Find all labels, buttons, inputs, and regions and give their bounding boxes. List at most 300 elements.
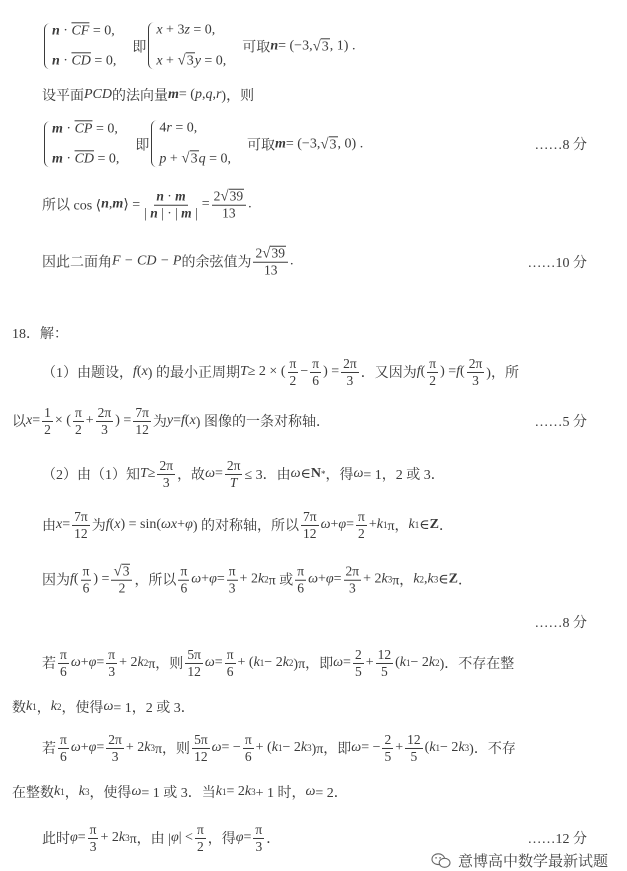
text-run: = 2 (226, 784, 245, 799)
denominator (345, 373, 356, 389)
math-variable: k (413, 571, 420, 587)
text-run: 数 (12, 701, 26, 716)
equation-rows (159, 120, 231, 167)
text-run: , 0) . (337, 135, 364, 151)
vector-overline: $\overline{CF}$ (71, 22, 90, 38)
text-run: )，所 (486, 366, 519, 381)
denominator (178, 580, 189, 596)
vector-overline: $\overline{CP}$ (74, 120, 93, 136)
text-run: + (201, 571, 210, 587)
math-variable: f (70, 571, 74, 587)
math-variable: k (381, 571, 388, 587)
denominator (195, 839, 206, 855)
solution-line-p2c (42, 564, 472, 597)
denominator (382, 749, 393, 765)
text-run: = 0, (200, 53, 227, 69)
math-variable: ω (320, 517, 331, 532)
number-set-symbol: Z (448, 571, 458, 587)
math-variable: f (105, 517, 110, 532)
vector-symbol: n (101, 196, 109, 212)
numerator (376, 647, 394, 664)
text-run: + 2 (119, 655, 138, 670)
text-run: )．不存 (469, 742, 516, 757)
subscript: 1 (221, 787, 227, 797)
text-run: π (312, 355, 320, 371)
numerator (467, 356, 485, 373)
score-marker: ……12 分 (527, 832, 587, 847)
score-marker: ……8 分 (534, 616, 587, 631)
text-run: + (80, 740, 89, 755)
numerator (96, 405, 114, 422)
text-run: ( (109, 517, 115, 532)
text-run: , (108, 196, 113, 212)
fraction (111, 564, 132, 597)
math-variable: x (26, 413, 33, 428)
denominator (58, 664, 69, 680)
text-run: ，得 (207, 832, 236, 847)
numerator (195, 822, 206, 839)
text-run: 3 (346, 372, 354, 388)
denominator (262, 263, 280, 279)
text-run: 12 (135, 421, 149, 437)
text-run: · (59, 52, 72, 68)
text-run: = (96, 740, 105, 755)
text-run: 6 (244, 748, 252, 764)
math-variable: p (159, 151, 167, 167)
text-run: · (163, 188, 176, 204)
text-run: 3 (122, 563, 130, 579)
math-variable: k (244, 784, 252, 799)
equation-row (52, 53, 116, 69)
radical-sign: √ (181, 150, 190, 167)
math-variable: φ (88, 655, 97, 670)
text-run: ) = (440, 364, 457, 379)
text-run: + (317, 571, 326, 587)
fraction (295, 564, 306, 596)
text-run: π (289, 355, 297, 371)
text-run: ) = (115, 413, 132, 428)
math-variable: x (141, 364, 148, 379)
fraction (157, 458, 175, 490)
subscript: 3 (433, 574, 439, 585)
denominator (73, 422, 84, 438)
text-run: + (166, 151, 182, 167)
numerator (353, 647, 364, 664)
numerator (178, 564, 189, 581)
text-run: 6 (60, 663, 67, 679)
fraction (192, 732, 210, 764)
text-run: π (60, 731, 67, 747)
equation-rows (52, 23, 116, 69)
radicand (329, 136, 338, 152)
left-brace (148, 22, 154, 69)
text-run: 12 (303, 525, 317, 541)
text-run: π (297, 563, 305, 579)
score-marker: ……10 分 (527, 256, 587, 271)
solution-line-normal-m (42, 85, 254, 105)
subscript: 2 (419, 574, 425, 585)
denominator (243, 749, 254, 765)
text-run: ) 的最小正周期 (147, 366, 240, 381)
text-run: + 1 时， (255, 786, 306, 801)
text-run: = (96, 655, 105, 670)
text-run: ≥ 2 × ( (247, 364, 286, 379)
math-variable: F − CD − P (112, 253, 182, 269)
vector-symbol: m (175, 188, 186, 204)
equation-rows (52, 121, 119, 167)
math-variable: ωx (161, 517, 178, 532)
numerator (225, 647, 236, 664)
numerator (344, 564, 362, 581)
text-run: = 2． (315, 786, 348, 801)
solution-line-p1b (12, 405, 330, 437)
text-run: 以 (12, 415, 26, 430)
numerator (243, 732, 254, 749)
text-run: + (365, 655, 374, 670)
math-variable: φ (185, 517, 193, 532)
text-run: 可取 (228, 39, 271, 55)
math-variable: k (137, 655, 144, 670)
numerator (88, 822, 99, 839)
denominator (117, 581, 128, 597)
text-run: ) = (323, 364, 340, 379)
text-run: 3 (329, 136, 337, 152)
math-variable: f (456, 364, 461, 379)
subscript: 2 (435, 658, 440, 668)
watermark-text: 意博高中数学最新试题 (458, 852, 609, 870)
text-run: ≤ 3．由 (244, 468, 291, 483)
equation-row (159, 150, 231, 167)
denominator (379, 664, 390, 680)
fraction (142, 189, 200, 221)
text-run: − 2 (410, 655, 429, 670)
denominator (161, 475, 172, 491)
equation-row (52, 121, 119, 137)
text-run: 由 (42, 519, 56, 534)
text-run: + 3 (162, 22, 185, 38)
fraction (88, 822, 99, 854)
fraction (341, 356, 359, 388)
text-run: 2π (468, 355, 483, 371)
text-run: 6 (312, 372, 320, 388)
text-run: 3 (228, 580, 236, 596)
text-run: 39 (271, 245, 285, 261)
denominator (310, 373, 321, 389)
math-variable: ω (103, 699, 114, 714)
numerator (111, 564, 132, 581)
text-run: + (177, 517, 186, 532)
text-run: ) = (93, 571, 110, 587)
fraction (344, 564, 362, 596)
text-run: 2 (384, 731, 392, 747)
text-run: 12 (74, 525, 88, 541)
text-run: ，故 (177, 468, 206, 483)
fraction (427, 356, 438, 388)
solution-line-case1a (42, 647, 514, 679)
numerator (133, 405, 151, 422)
radical-sign: √ (113, 563, 122, 580)
subscript: 2 (56, 702, 62, 712)
math-variable: f (133, 364, 137, 379)
numerator (73, 405, 84, 422)
fraction (73, 405, 84, 437)
text-run: ( (420, 364, 426, 379)
math-variable: ω (211, 740, 222, 755)
numerator (341, 356, 359, 373)
text-run: | (144, 205, 151, 221)
fraction (106, 732, 124, 764)
text-run: π (429, 355, 437, 371)
subscript: 2 (288, 658, 294, 668)
math-variable: ω (191, 571, 202, 587)
text-run: ) 的对称轴，所以 (192, 519, 299, 534)
math-variable: T (229, 474, 238, 490)
denominator (192, 749, 210, 765)
square-root (177, 52, 194, 68)
text-run: π， (387, 519, 409, 534)
equation-row (156, 22, 226, 38)
fraction (72, 509, 90, 541)
math-variable: x (156, 53, 163, 69)
text-run: 2 (255, 245, 263, 261)
text-run: , (212, 87, 216, 102)
text-run: · (62, 120, 75, 136)
text-run: = 0, (189, 22, 216, 38)
fraction (376, 647, 394, 679)
numerator (58, 732, 69, 749)
text-run: + (85, 413, 94, 428)
text-run: 1 (44, 404, 51, 420)
text-run: π (196, 821, 204, 837)
radical-sign: √ (177, 52, 186, 69)
square-root (181, 150, 198, 166)
fraction (225, 458, 243, 490)
text-run: π (89, 821, 97, 837)
text-run: 2π (108, 731, 122, 747)
denominator (81, 580, 92, 596)
numerator (212, 189, 246, 206)
subscript: 3 (125, 833, 130, 843)
math-variable: x (156, 22, 163, 38)
denominator (353, 664, 364, 680)
denominator (106, 664, 117, 680)
text-run: 即 (118, 39, 147, 55)
numerator (382, 732, 393, 749)
numerator (81, 564, 92, 581)
text-run: 13 (222, 205, 236, 221)
numerator (227, 564, 238, 581)
numerator (185, 647, 203, 664)
text-run: 2 (289, 372, 297, 388)
subscript: 3 (307, 743, 312, 753)
text-run: = (333, 571, 342, 587)
text-run: ( (136, 364, 142, 379)
numerator (192, 732, 210, 749)
text-run: 为 (91, 519, 106, 534)
text-run: 2π (226, 457, 241, 473)
subscript: 3 (150, 743, 155, 753)
vector-symbol: n (270, 37, 279, 53)
numerator (301, 509, 319, 526)
fraction (225, 647, 236, 679)
math-variable: r (166, 120, 172, 136)
text-run: = 0, (171, 120, 198, 136)
text-run: 2 (196, 838, 204, 854)
text-run: + 2 (125, 740, 145, 755)
text-run: ，得 (325, 468, 354, 483)
fraction (288, 356, 299, 388)
denominator (185, 664, 203, 680)
text-run: 因此二面角 (42, 255, 112, 271)
fraction (243, 732, 254, 764)
text-run: 2 (429, 372, 437, 388)
text-run: + (162, 53, 178, 69)
math-variable: k (144, 740, 151, 755)
text-run: π，则 (148, 657, 184, 672)
math-variable: k (408, 517, 415, 532)
numerator (288, 356, 299, 373)
text-run: = (173, 413, 182, 428)
fraction (106, 647, 117, 679)
square-root (113, 564, 130, 580)
vector-symbol: n (150, 205, 158, 221)
text-run: 3 (101, 421, 108, 437)
text-run: 39 (229, 188, 244, 204)
radicand (190, 150, 199, 166)
text-run: . (289, 253, 294, 269)
text-run: − 2 (440, 740, 459, 755)
text-run: 设平面 (42, 89, 84, 104)
math-variable: x (114, 517, 121, 532)
math-variable: z (184, 22, 190, 38)
text-run: 12 (407, 731, 421, 747)
subscript: 1 (435, 743, 441, 753)
equation-row (52, 23, 116, 39)
left-brace (151, 120, 157, 167)
math-variable: k (300, 740, 308, 755)
text-run: 7π (74, 508, 88, 524)
math-variable: k (50, 699, 57, 714)
text-run: = 0, (94, 150, 120, 166)
text-run: ( (460, 364, 465, 379)
text-run: 5 (410, 748, 418, 764)
text-run: 3 (348, 580, 356, 596)
text-run: （1）由题设， (42, 366, 133, 381)
math-variable: k (427, 571, 434, 587)
subscript: 3 (387, 574, 393, 585)
fraction (178, 564, 189, 596)
math-variable: φ (209, 571, 217, 587)
text-run: × ( (54, 413, 71, 428)
solution-line-q18 (12, 323, 68, 343)
subscript: 1 (259, 658, 265, 668)
math-variable: k (78, 784, 85, 799)
equation-system (151, 120, 231, 167)
text-run: ，使得 (89, 786, 132, 801)
text-run: π (358, 508, 365, 524)
math-variable: k (257, 571, 265, 587)
text-run: )π，即 (311, 742, 352, 757)
math-variable: ω (290, 466, 301, 481)
subscript: 3 (464, 743, 470, 753)
vector-symbol: n (52, 52, 60, 68)
solution-line-p1a (42, 356, 519, 388)
numerator (310, 356, 321, 373)
math-variable: ω (70, 740, 81, 755)
math-variable: T (239, 364, 248, 379)
radical-sign: √ (220, 188, 229, 205)
text-run: 2π (345, 563, 360, 579)
fraction (405, 732, 423, 764)
fraction (227, 564, 238, 596)
radical-sign: √ (320, 136, 329, 153)
denominator (58, 749, 69, 765)
text-run: = 0, (205, 151, 231, 167)
text-run: 3 (108, 663, 116, 679)
solution-line-case2a (42, 732, 516, 764)
text-run: ≥ (147, 466, 156, 481)
wechat-icon (430, 852, 452, 870)
numerator (405, 732, 423, 749)
solution-line-p2a (42, 458, 445, 490)
text-run: = (201, 196, 210, 212)
text-run: = (214, 655, 223, 670)
text-run: ∈ (438, 572, 449, 588)
vector-overline: $\overline{CD}$ (71, 52, 91, 68)
text-run: 3 (190, 151, 198, 167)
text-run: 7π (302, 508, 317, 524)
solution-line-case1b (12, 697, 195, 717)
denominator (301, 526, 319, 542)
text-run: 6 (297, 580, 305, 596)
numerator (72, 509, 90, 526)
subscript: 3 (251, 787, 256, 797)
vector-symbol: m (52, 150, 63, 166)
math-variable: φ (325, 571, 334, 587)
math-variable: PCD (84, 87, 112, 102)
math-variable: k (54, 784, 61, 799)
math-variable: k (253, 655, 260, 670)
text-run: 3 (321, 38, 329, 54)
text-run: （2）由（1）知 (42, 468, 140, 483)
text-run: )π，即 (293, 657, 334, 672)
fraction (58, 647, 69, 679)
text-run: 2 (358, 525, 365, 541)
radicand (229, 189, 245, 205)
square-root (220, 189, 244, 205)
text-run: ) 图像的一条对称轴． (195, 415, 330, 430)
text-run: = (32, 413, 41, 428)
radicand (186, 52, 195, 68)
vector-symbol: n (156, 188, 164, 204)
vector-symbol: m (274, 135, 286, 151)
math-variable: k (26, 699, 33, 714)
fraction (467, 356, 485, 388)
subscript: 1 (382, 520, 388, 530)
math-variable: k (376, 517, 383, 532)
text-run: = (346, 517, 355, 532)
vector-symbol: m (112, 196, 124, 212)
text-run: − 2 (282, 740, 301, 755)
text-run: π (226, 646, 234, 662)
math-variable: k (458, 740, 465, 755)
text-run: − 2 (264, 655, 283, 670)
math-variable: φ (235, 830, 244, 845)
text-run: 2π (97, 404, 112, 420)
radicand (270, 246, 286, 262)
text-run: = − (221, 740, 241, 755)
text-run: = ( (178, 87, 195, 102)
